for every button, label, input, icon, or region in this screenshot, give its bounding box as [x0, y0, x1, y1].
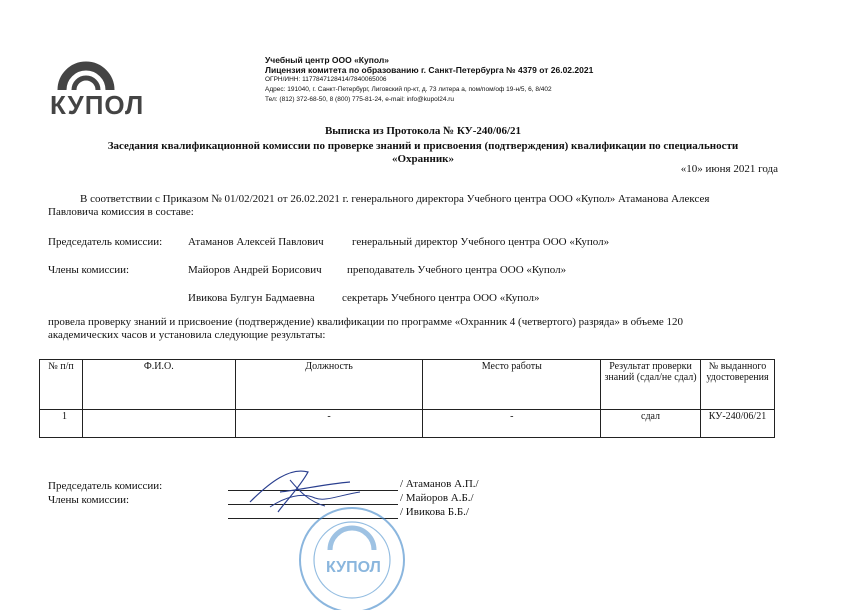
- cell-certificate: КУ-240/06/21: [700, 410, 774, 438]
- result-paragraph: [48, 316, 808, 342]
- logo-text: КУПОЛ: [50, 90, 145, 118]
- col-position: Должность: [235, 360, 423, 410]
- address-line: Адрес: 191040, г. Санкт-Петербург, Лиговский пр-кт, д. 73 литера а, пом/пом/оф 19-н/5, 6, 8/402: [265, 86, 552, 93]
- title-line-3: «Охранник»: [391, 153, 455, 165]
- result-line-2: академических часов и установила следующие результаты:: [48, 329, 326, 341]
- document-date: «10» июня 2021 года: [680, 163, 778, 175]
- col-result: Результат проверки знаний (сдал/не сдал): [601, 360, 701, 410]
- sig-mayorov: / Майоров А.Б./: [400, 492, 474, 504]
- table-row: [40, 410, 775, 438]
- col-fio: Ф.И.О.: [82, 360, 235, 410]
- cell-position: -: [235, 410, 423, 438]
- cell-number: 1: [40, 410, 83, 438]
- cell-result: сдал: [601, 410, 701, 438]
- contacts-line: Тел: (812) 372-68-50, 8 (800) 775-81-24, e-mail: info@kupol24.ru: [265, 96, 455, 103]
- member1-role: преподаватель Учебного центра ООО «Купол»: [347, 264, 567, 276]
- org-name: Учебный центр ООО «Купол»: [265, 55, 389, 65]
- official-stamp: [292, 500, 412, 610]
- chair-name: Атаманов Алексей Павлович: [188, 236, 324, 248]
- cell-workplace: -: [423, 410, 601, 438]
- table-header-row: [40, 360, 775, 410]
- member1-name: Майоров Андрей Борисович: [188, 264, 322, 276]
- kupol-logo: [48, 58, 160, 118]
- sig-ivikova: / Ивикова Б.Б./: [400, 506, 469, 518]
- stamp-text: КУПОЛ: [326, 559, 381, 576]
- col-number: № п/п: [40, 360, 83, 410]
- license-line: Лицензия комитета по образованию г. Санкт-Петербурга № 4379 от 26.02.2021: [265, 65, 594, 75]
- member2-name: Ивикова Булгун Бадмаевна: [188, 292, 315, 304]
- document-title: [0, 125, 846, 166]
- members-label: Члены комиссии:: [48, 264, 130, 276]
- sign-chair-label: Председатель комиссии:: [48, 480, 163, 492]
- title-line-1: Выписка из Протокола № КУ-240/06/21: [324, 125, 522, 137]
- ogrn-line: ОГРН/ИНН: 1177847128414/7840065006: [265, 76, 387, 83]
- intro-paragraph: [48, 193, 808, 219]
- result-line-1: провела проверку знаний и присвоение (подтверждение) квалификации по программе «Охранник 4 (четвертого) разряда» в объеме 120: [48, 316, 684, 328]
- intro-line-2: Павловича комиссия в составе:: [48, 206, 194, 218]
- title-line-2: Заседания квалификационной комиссии по проверке знаний и присвоения (подтверждения) квалификации по специальности: [107, 140, 739, 152]
- sign-members-label: Члены комиссии:: [48, 494, 130, 506]
- chair-role: генеральный директор Учебного центра ООО «Купол»: [352, 236, 610, 248]
- col-certificate: № выданного удостоверения: [700, 360, 774, 410]
- chair-label: Председатель комиссии:: [48, 236, 163, 248]
- results-table: [39, 359, 775, 438]
- member2-role: секретарь Учебного центра ООО «Купол»: [342, 292, 540, 304]
- sig-atamanov: / Атаманов А.П./: [400, 478, 479, 490]
- intro-line-1: В соответствии с Приказом № 01/02/2021 от 26.02.2021 г. генерального директора Учебного центра ООО «Купол» Атаманова Алексея: [80, 193, 710, 205]
- col-workplace: Место работы: [423, 360, 601, 410]
- cell-fio: [82, 410, 235, 438]
- org-header: [265, 55, 735, 105]
